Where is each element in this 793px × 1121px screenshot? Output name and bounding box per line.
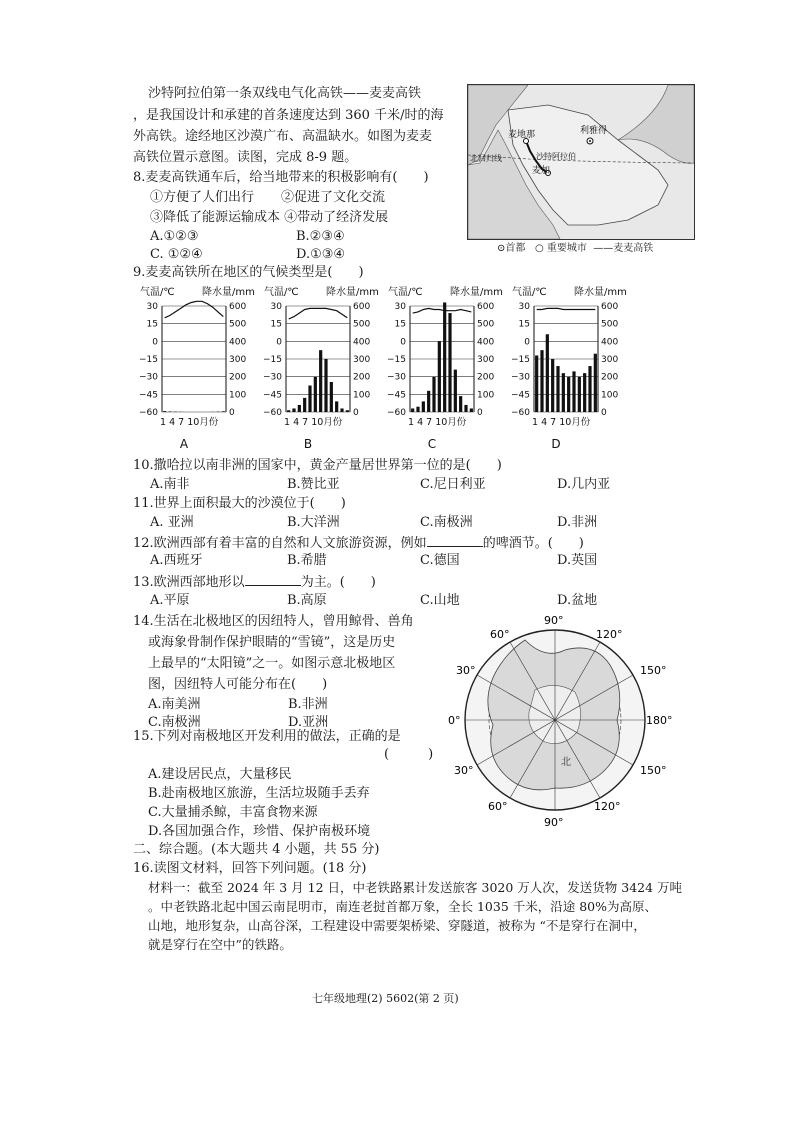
q14-line-4: 图，因纽特人可能分布在( ) <box>148 677 328 692</box>
precip-tick-label: 0 <box>229 408 235 418</box>
precip-tick-label: 0 <box>601 408 607 418</box>
temp-tick-label: −60 <box>139 408 158 418</box>
q8-statement-2: ②促进了文化交流 <box>281 190 386 205</box>
temp-tick-label: 0 <box>152 337 158 348</box>
precip-tick-label: 200 <box>601 372 619 383</box>
precip-tick-label: 100 <box>229 390 247 401</box>
q14-line-2: 或海象骨制作保护眼睛的“雪镜”，这是历史 <box>148 635 396 650</box>
temp-tick-label: 30 <box>146 302 158 312</box>
lon-label-1: 60° <box>490 628 510 641</box>
lon-label-8: 30° <box>454 764 474 777</box>
temp-tick-label: 0 <box>400 337 406 348</box>
q11-option-b[interactable]: B.大洋洲 <box>287 515 340 530</box>
railway-map-drawing <box>468 85 694 239</box>
month-axis-label: 1 4 7 10月份 <box>160 417 219 428</box>
precip-tick-label: 600 <box>229 302 247 312</box>
temp-tick-label: 15 <box>518 319 530 330</box>
q13-stem-b: 为主。( ) <box>300 575 376 590</box>
q10-option-d[interactable]: D.几内亚 <box>557 477 611 492</box>
precipitation-bar <box>572 371 575 412</box>
q12-blank[interactable] <box>427 534 483 547</box>
q13-option-b[interactable]: B.高原 <box>287 593 327 608</box>
q13-option-a[interactable]: A.平原 <box>150 593 190 608</box>
precipitation-bar <box>163 411 166 412</box>
precipitation-bar <box>422 401 425 412</box>
q8-option-d[interactable]: D.①③④ <box>296 247 346 262</box>
precip-tick-label: 500 <box>353 319 371 330</box>
map-legend <box>497 241 653 257</box>
q9-stem: 9.麦麦高铁所在地区的气候类型是( ) <box>133 265 364 280</box>
temp-tick-label: −60 <box>511 408 530 418</box>
q12-stem-a: 12.欧洲西部有着丰富的自然和人文旅游资源，例如 <box>133 536 427 551</box>
precip-tick-label: 100 <box>353 390 371 401</box>
capital-symbol: ⊙ <box>497 243 506 254</box>
railway-map <box>467 84 695 240</box>
temp-axis-label: 气温/℃ <box>512 287 547 298</box>
precipitation-bar <box>427 391 430 412</box>
q14-option-c[interactable]: C.南极洲 <box>148 715 201 730</box>
lon-label-11: 120° <box>594 800 621 813</box>
q16-material-line-1: 材料一：截至 2024 年 3 月 12 日，中老铁路累计发送旅客 3020 万人次，发送货物 3424 万吨 <box>148 880 683 895</box>
q13-stem <box>133 573 376 591</box>
precip-tick-label: 600 <box>601 302 619 312</box>
q10-option-c[interactable]: C.尼日利亚 <box>420 477 486 492</box>
temperature-line <box>413 308 472 313</box>
q13-option-d[interactable]: D.盆地 <box>557 593 598 608</box>
q15-option-a[interactable]: A.建设居民点，大量移民 <box>148 767 292 782</box>
precipitation-bar <box>556 366 559 412</box>
q8-option-a[interactable]: A.①②③ <box>150 229 199 244</box>
q14-line-1: 14.生活在北极地区的因纽特人，曾用鲸骨、兽角 <box>133 614 414 629</box>
precip-tick-label: 300 <box>477 355 495 365</box>
precip-axis-label: 降水量/mm <box>450 287 503 298</box>
precip-tick-label: 300 <box>601 355 619 365</box>
precip-tick-label: 400 <box>601 337 619 348</box>
railway-symbol: —— <box>593 243 614 254</box>
lon-label-7: 180° <box>646 714 673 727</box>
precip-tick-label: 100 <box>477 390 495 401</box>
chart-letter: A <box>179 437 189 451</box>
q8-stem: 8.麦麦高铁通车后，给当地带来的积极影响有( ) <box>133 170 429 185</box>
precip-tick-label: 400 <box>477 337 495 348</box>
intro-line-4: 高铁位置示意图。读图，完成 8-9 题。 <box>133 150 358 165</box>
q8-statement-1: ①方便了人们出行 <box>150 190 255 205</box>
precip-tick-label: 400 <box>353 337 371 348</box>
precipitation-bar <box>298 405 301 412</box>
temp-tick-label: −45 <box>387 390 406 401</box>
precipitation-bar <box>464 405 467 412</box>
precip-tick-label: 600 <box>477 302 495 312</box>
temperature-line <box>537 308 596 309</box>
label-tropic: 北回归线 <box>470 154 502 163</box>
precipitation-bar <box>222 411 225 412</box>
precipitation-bar <box>459 396 462 412</box>
temp-tick-label: −45 <box>511 390 530 401</box>
precipitation-bar <box>583 373 586 412</box>
q16-material-line-2: 。中老铁路北起中国云南昆明市，南连老挝首都万象，全长 1035 千米，沿途 80%为高原、 <box>148 899 658 914</box>
chart-letter: D <box>551 437 561 451</box>
month-axis-label: 1 4 7 10月份 <box>532 417 591 428</box>
precipitation-bar <box>443 302 446 412</box>
lon-label-2: 90° <box>544 616 564 627</box>
precipitation-bar <box>438 341 441 412</box>
precip-tick-label: 500 <box>229 319 247 330</box>
lon-label-9: 150° <box>640 764 667 777</box>
q11-option-a[interactable]: A. 亚洲 <box>150 515 194 530</box>
precipitation-bar <box>594 354 597 412</box>
temp-tick-label: −60 <box>263 408 282 418</box>
q13-option-c[interactable]: C.山地 <box>420 593 460 608</box>
precip-tick-label: 0 <box>353 408 359 418</box>
q16-material-line-3: 山地，地形复杂，山高谷深，工程建设中需要架桥梁、穿隧道，被称为 “不是穿行在洞中， <box>148 918 646 933</box>
intro-line-1: 沙特阿拉伯第一条双线电气化高铁——麦麦高铁 <box>148 86 422 101</box>
q15-option-d[interactable]: D.各国加强合作，珍惜、保护南极环境 <box>148 824 371 839</box>
temp-tick-label: 30 <box>518 302 530 312</box>
q12-option-b[interactable]: B.希腊 <box>287 553 327 568</box>
month-axis-label: 1 4 7 10月份 <box>284 417 343 428</box>
precip-tick-label: 400 <box>229 337 247 348</box>
precipitation-bar <box>287 410 290 412</box>
q12-stem-b: 的啤酒节。( ) <box>482 536 584 551</box>
lon-label-3: 120° <box>596 628 623 641</box>
precipitation-bar <box>319 350 322 412</box>
temp-tick-label: 30 <box>394 302 406 312</box>
precipitation-bar <box>335 401 338 412</box>
lon-label-5: 150° <box>640 664 667 677</box>
precipitation-bar <box>340 408 343 412</box>
temp-tick-label: −60 <box>387 408 406 418</box>
lon-label-10: 60° <box>488 800 508 813</box>
precip-tick-label: 300 <box>353 355 371 365</box>
climate-charts-svg <box>138 284 658 456</box>
q13-stem-a: 13.欧洲西部地形以 <box>133 575 245 590</box>
label-medina: 麦地那 <box>508 130 536 140</box>
precipitation-bar <box>432 377 435 412</box>
q15-paren: ( ) <box>384 747 434 762</box>
city-symbol: ○ <box>534 243 544 254</box>
precipitation-bar <box>324 359 327 412</box>
q15-option-b[interactable]: B.赴南极地区旅游，生活垃圾随手丢弃 <box>148 786 370 801</box>
section-2-heading: 二、综合题。(本大题共 4 小题，共 55 分) <box>133 842 380 857</box>
legend-city: 重要城市 <box>546 243 587 254</box>
precip-tick-label: 200 <box>477 372 495 383</box>
temp-tick-label: −30 <box>263 372 282 383</box>
climate-charts <box>138 284 658 456</box>
q14-option-d[interactable]: D.亚洲 <box>288 715 329 730</box>
q16-material-line-4: 就是穿行在空中”的铁路。 <box>148 937 292 952</box>
temp-tick-label: −15 <box>263 355 282 365</box>
precip-tick-label: 300 <box>229 355 247 365</box>
temp-tick-label: −30 <box>511 372 530 383</box>
precip-tick-label: 500 <box>601 319 619 330</box>
temp-tick-label: 0 <box>524 337 530 348</box>
q14-option-a[interactable]: A.南美洲 <box>148 697 201 712</box>
precipitation-bar <box>411 408 414 412</box>
precipitation-bar <box>578 377 581 412</box>
lon-label-4: 30° <box>456 664 476 677</box>
precipitation-bar <box>551 359 554 412</box>
temp-tick-label: −45 <box>139 390 158 401</box>
q8-option-c[interactable]: C. ①②④ <box>150 247 203 262</box>
intro-line-3: 外高铁。途经地区沙漠广布、高温缺水。如图为麦麦 <box>133 129 433 144</box>
arctic-map <box>440 616 680 830</box>
precipitation-bar <box>346 410 349 412</box>
precip-tick-label: 100 <box>601 390 619 401</box>
precip-axis-label: 降水量/mm <box>202 287 255 298</box>
q11-option-d[interactable]: D.非洲 <box>557 515 598 530</box>
q12-option-d[interactable]: D.英国 <box>557 553 598 568</box>
q12-option-a[interactable]: A.西班牙 <box>150 553 203 568</box>
chart-letter: C <box>427 437 437 451</box>
precipitation-bar <box>292 408 295 412</box>
precip-tick-label: 500 <box>477 319 495 330</box>
q14-line-3: 上最早的“太阳镜”之一。如图示意北极地区 <box>148 656 396 671</box>
chart-letter: B <box>303 437 313 451</box>
precip-axis-label: 降水量/mm <box>574 287 627 298</box>
temp-tick-label: −30 <box>139 372 158 383</box>
precipitation-bar <box>168 411 171 412</box>
arctic-map-svg <box>440 616 680 830</box>
temp-tick-label: 15 <box>394 319 406 330</box>
legend-capital: 首都 <box>505 243 526 254</box>
temp-tick-label: 30 <box>270 302 282 312</box>
label-north: 北 <box>561 757 571 768</box>
q8-statement-3: ③降低了能源运输成本 ④带动了经济发展 <box>150 210 389 225</box>
page-footer: 七年级地理(2) 5602(第 2 页) <box>312 992 459 1005</box>
temp-axis-label: 气温/℃ <box>388 287 423 298</box>
label-saudi: 沙特阿拉伯 <box>536 152 576 161</box>
precipitation-bar <box>454 370 457 412</box>
precipitation-bar <box>546 334 549 412</box>
q10-option-a[interactable]: A.南非 <box>150 477 190 492</box>
temp-tick-label: −30 <box>387 372 406 383</box>
month-axis-label: 1 4 7 10月份 <box>408 417 467 428</box>
precipitation-bar <box>308 386 311 413</box>
temp-tick-label: −15 <box>139 355 158 365</box>
temp-tick-label: −45 <box>263 390 282 401</box>
precip-tick-label: 600 <box>353 302 371 312</box>
q11-stem: 11.世界上面积最大的沙漠位于( ) <box>133 496 346 511</box>
precipitation-bar <box>416 407 419 412</box>
precipitation-bar <box>330 382 333 412</box>
precipitation-bar <box>540 350 543 412</box>
temp-tick-label: 15 <box>146 319 158 330</box>
temp-tick-label: 0 <box>276 337 282 348</box>
q14-option-b[interactable]: B.非洲 <box>288 697 328 712</box>
precip-tick-label: 200 <box>353 372 371 383</box>
q13-blank[interactable] <box>245 573 301 586</box>
q12-option-c[interactable]: C.德国 <box>420 553 460 568</box>
intro-line-2: ，是我国设计和承建的首条速度达到 360 千米/时的海 <box>133 108 444 123</box>
q15-stem: 15.下列对南极地区开发利用的做法，正确的是 <box>133 729 401 744</box>
lon-label-12: 90° <box>544 816 564 829</box>
q16-stem: 16.读图文材料，回答下列问题。(18 分) <box>133 861 367 876</box>
precipitation-bar <box>470 408 473 412</box>
label-riyadh: 利雅得 <box>580 126 608 136</box>
precipitation-bar <box>314 377 317 412</box>
label-mecca: 麦加 <box>532 166 551 176</box>
precipitation-bar <box>567 377 570 412</box>
precipitation-bar <box>448 313 451 412</box>
precipitation-bar <box>535 355 538 412</box>
temperature-line <box>289 308 348 319</box>
q8-option-b[interactable]: B.②③④ <box>296 229 345 244</box>
precipitation-bar <box>588 366 591 412</box>
q10-option-b[interactable]: B.赞比亚 <box>287 477 340 492</box>
q10-stem: 10.撒哈拉以南非洲的国家中，黄金产量居世界第一位的是( ) <box>133 458 502 473</box>
q12-stem <box>133 534 584 552</box>
q15-option-c[interactable]: C.大量捕杀鲸，丰富食物来源 <box>148 805 318 820</box>
temp-tick-label: 15 <box>270 319 282 330</box>
temp-axis-label: 气温/℃ <box>140 287 175 298</box>
precip-tick-label: 200 <box>229 372 247 383</box>
precip-tick-label: 0 <box>477 408 483 418</box>
q11-option-c[interactable]: C.南极洲 <box>420 515 473 530</box>
legend-railway: 麦麦高铁 <box>613 243 654 254</box>
arctic-ocean <box>529 685 581 743</box>
precipitation-bar <box>562 373 565 412</box>
temp-axis-label: 气温/℃ <box>264 287 299 298</box>
precipitation-bar <box>303 398 306 412</box>
temperature-line <box>165 301 224 318</box>
lon-label-6: 0° <box>448 714 461 727</box>
temp-tick-label: −15 <box>511 355 530 365</box>
temp-tick-label: −15 <box>387 355 406 365</box>
precip-axis-label: 降水量/mm <box>326 287 379 298</box>
